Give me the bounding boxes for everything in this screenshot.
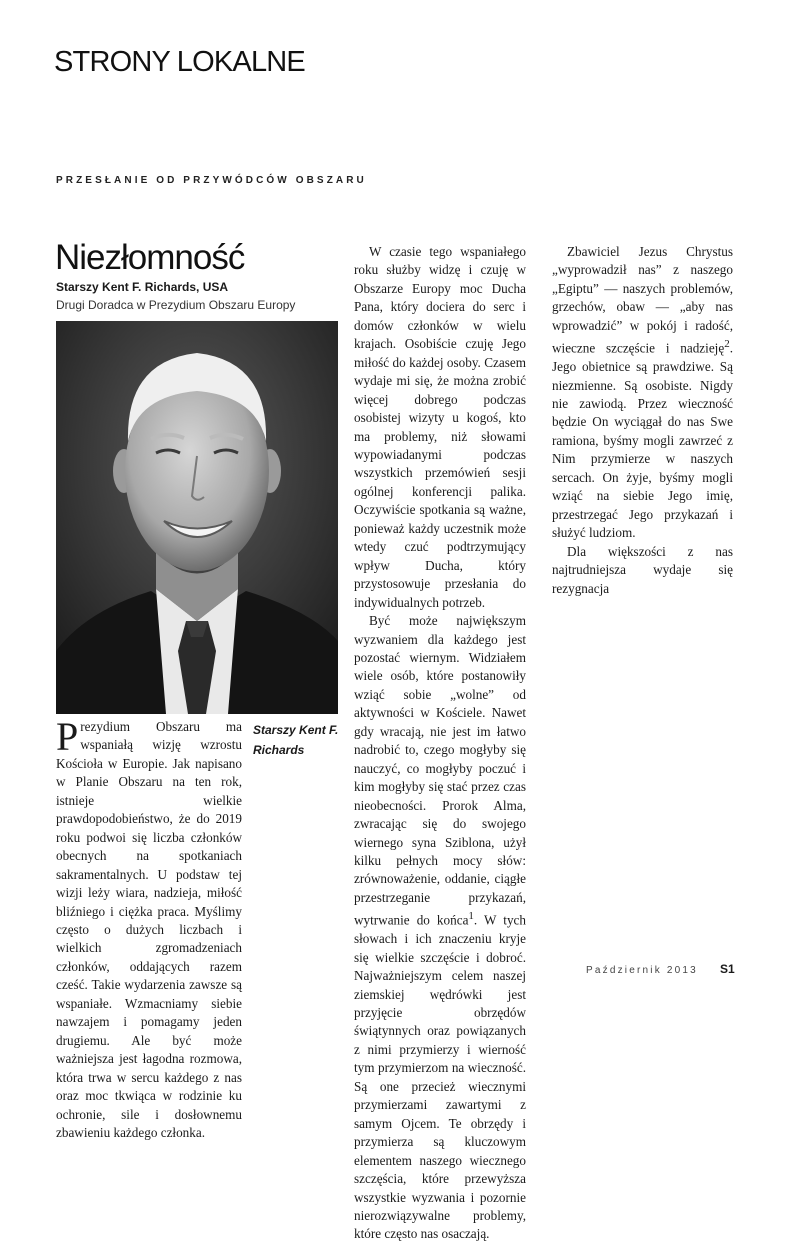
- footer-issue-date: Październik 2013: [586, 965, 698, 976]
- author-portrait: [56, 321, 338, 714]
- paragraph-2: W czasie tego wspaniałego roku służby widzę i czuję w Obszarze Europy moc Ducha Pana, który dociera do serc i domów członków w wielu krajach. Osobiście czuję Jego miłość do każdej osoby. Czasem wydaje mi się, że można zrobić więcej dobrego podczas osobistej wizyty u kogoś, kto ma problemy, niż słowami wypowiadanymi podczas wszystkich przemówień sesji ogólnej konferencji palika. Oczywiście spotkania są ważne, ponieważ każdy uczestnik może wtedy czuć podtrzymujący wpływ Ducha, który przystosowuje przesłania do indywidualnych potrzeb.: [354, 244, 526, 610]
- text-column-3: [552, 243, 733, 598]
- paragraph-4-text: Zbawiciel Jezus Chrystus „wyprowadził nas” z naszego „Egiptu” — naszych problemów, grzechów, obaw — „aby nas wprowadzić” w pokój i radość, wieczne szczęście i nadzieję: [552, 244, 733, 356]
- footnote-ref-1: 1: [468, 910, 474, 923]
- text-column-1: [56, 714, 242, 1142]
- paragraph-intro-text: rezydium Obszaru ma wspaniałą wizję wzrostu Kościoła w Europie. Jak napisano w Planie Obszaru na ten rok, istnieje wielkie prawdopodobieństwo, że do 2019 roku podwoi się liczba członków obecnych na spotkaniach sakramentalnych. U podstaw tej wizji leży wiara, nadzieja, miłość bliźniego i ciężka praca. Myślimy często o dużych liczbach i wielkich zgromadzeniach członków, oddających razem cześć. Takie wydarzenia zawsze są wspaniałe. Wzmacniamy siebie nawzajem i pomagamy jeden drugiemu. Ale być może ważniejsza jest łagodna rozmowa, która trwa w sercu każdego z nas oraz moc tkwiąca w rodzinie ku ochronie, sile i dosłownemu zbawieniu każdego członka.: [56, 719, 242, 1140]
- paragraph-3-end: . W tych słowach i ich znaczeniu kryje się wielkie szczęście i dobroć. Najważniejszym celem naszej ziemskiej wędrówki jest przyjęcie obrzędów świątynnych oraz powiązanych z nimi przymierzy i wierność tym przymierzom na wieczność. Są one przecież wiecznymi przymierzami zawartymi z samym Ojcem. Te obrzędy i przymierza są kluczowym elementem naszego wiecznego szczęścia, które przewyższa wszystkie wyzwania i pozornie nierozwiązywalne problemy, które często nas osaczają.: [354, 912, 526, 1242]
- portrait-caption: Starszy Kent F. Richards: [253, 723, 339, 757]
- paragraph-4-end: . Jego obietnice są prawdziwe. Są niezmienne. Są osobiste. Nigdy nie zawiodą. Przez wieczność będzie On wyciągał do nas Swe ramiona, byśmy mogli zawrzeć z Nim przymierze w naszych sercach. On żyje, byśmy mogli wziąć na siebie Jego imię, przestrzegać Jego przykazań i służyć ludziom.: [552, 340, 733, 541]
- paragraph-3: [354, 612, 526, 1244]
- section-title: STRONY LOKALNE: [54, 46, 305, 78]
- paragraph-intro: [56, 714, 242, 1142]
- author-name: Starszy Kent F. Richards, USA: [56, 280, 229, 294]
- page-number: S1: [720, 962, 735, 976]
- article-title: Niezłomność: [55, 238, 245, 277]
- text-column-2: [354, 243, 526, 1244]
- drop-cap: P: [56, 714, 79, 759]
- section-kicker: PRZESŁANIE OD PRZYWÓDCÓW OBSZARU: [56, 175, 367, 186]
- paragraph-3-text: Być może największym wyzwaniem dla każdego jest pozostać wiernym. Widziałem wiele osób, które postanowiły wziąć sobie „wolne” od aktywności w Kościele. Nawet gdy wracają, nie jest im łatwo nadrobić to, czego mogłyby się nauczyć, co mogłyby poczuć i kim mogłyby się stać przez czas nieobecności. Prorok Alma, zwracając się do swojego wiernego syna Sziblona, użył kilku pełnych mocy słów: zrównoważenie, oddanie, ciągłe przestrzeganie przykazań, wytrwanie do końca: [354, 613, 526, 928]
- author-role: Drugi Doradca w Prezydium Obszaru Europy: [56, 298, 296, 312]
- paragraph-4: [552, 243, 733, 543]
- footnote-ref-2: 2: [724, 338, 730, 351]
- paragraph-5: Dla większości z nas najtrudniejsza wydaje się rezygnacja: [552, 543, 733, 596]
